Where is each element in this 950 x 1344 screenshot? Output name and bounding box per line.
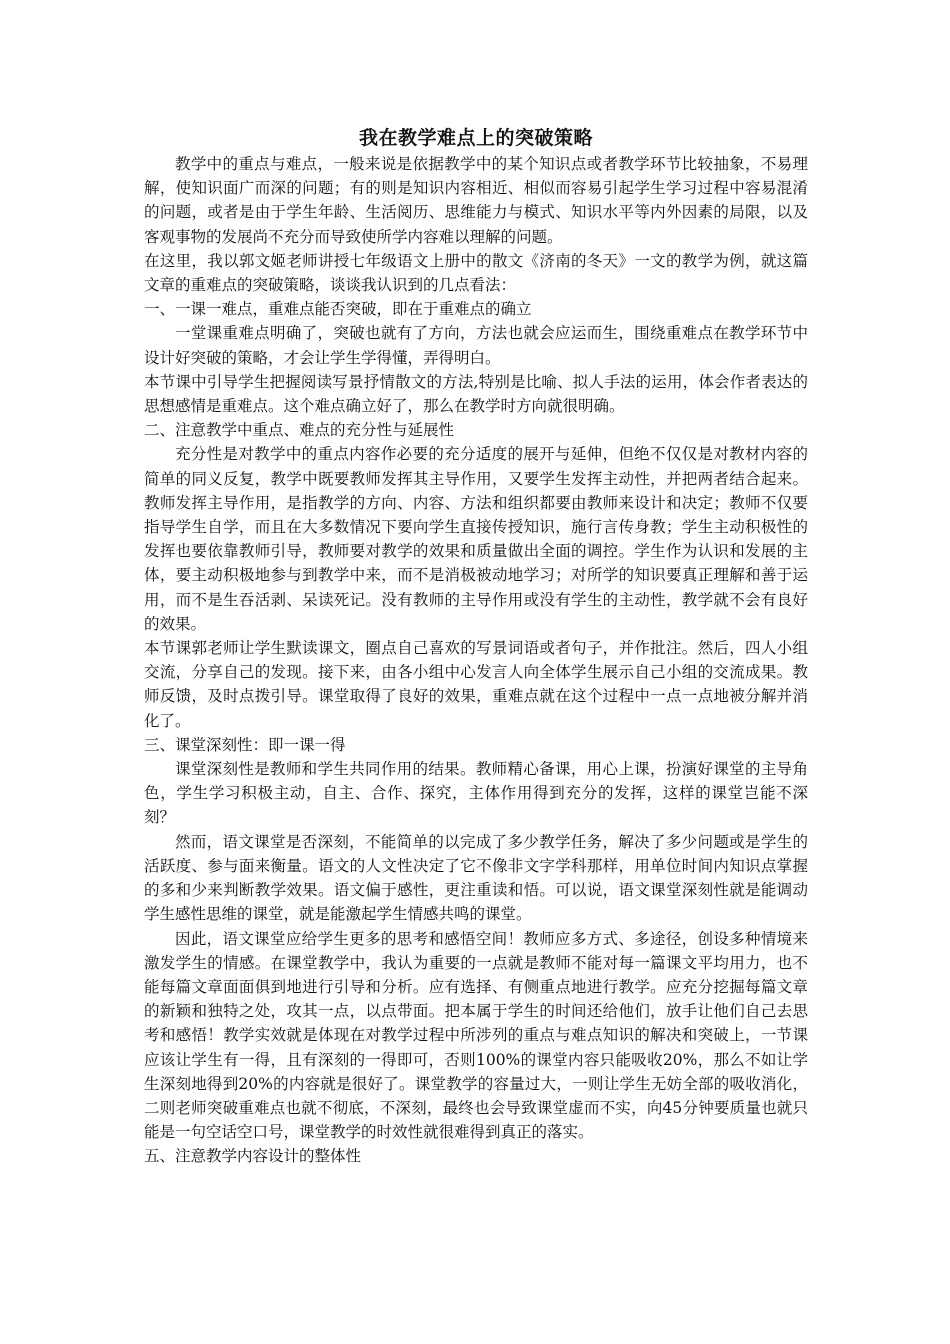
paragraph: 本节课郭老师让学生默读课文，圈点自己喜欢的写景词语或者句子，并作批注。然后，四人小组交流，分享自己的发现。接下来，由各小组中心发言人向全体学生展示自己小组的交流成果。教师反馈，及时点拨引导。课堂取得了良好的效果，重难点就在这个过程中一点一点地被分解并消化了。 bbox=[144, 639, 808, 730]
document-title: 我在教学难点上的突破策略 bbox=[358, 127, 593, 149]
paragraph: 本节课中引导学生把握阅读写景抒情散文的方法,特别是比喻、拟人手法的运用，体会作者表达的思想感情是重难点。这个难点确立好了，那么在教学时方向就很明确。 bbox=[144, 372, 808, 416]
paragraph-example-intro: 在这里，我以郭文姬老师讲授七年级语文上册中的散文《济南的冬天》一文的教学为例，就这篇文章的重难点的突破策略，谈谈我认识到的几点看法： bbox=[144, 251, 808, 295]
section-heading-3: 三、课堂深刻性：即一课一得 bbox=[144, 735, 346, 754]
paragraph: 因此，语文课堂应给学生更多的思考和感悟空间！教师应多方式、多途径，创设多种情境来激发学生的情感。在课堂教学中，我认为重要的一点就是教师不能对每一篇课文平均用力，也不能每篇文章面面俱到地进行引导和分析。应有选择、有侧重点地进行教学。应充分挖掘每篇文章的新颖和独特之处，攻其一点，以点带面。把本属于学生的时间还给他们，放手让他们自己去思考和感悟！教学实效就是体现在对教学过程中所涉列的重点与难点知识的解决和突破上，一节课应该让学生有一得，且有深刻的一得即可，否则100%的课堂内容只能吸收20%，那么不如让学生深刻地得到20%的内容就是很好了。课堂教学的容量过大，一则让学生无妨全部的吸收消化，二则老师突破重难点也就不彻底，不深刻，最终也会导致课堂虚而不实，向45分钟要质量也就只能是一句空话空口号，课堂教学的时效性就很难得到真正的落实。 bbox=[144, 929, 808, 1142]
document-page bbox=[144, 124, 808, 1169]
paragraph: 然而，语文课堂是否深刻，不能简单的以完成了多少教学任务，解决了多少问题或是学生的活跃度、参与面来衡量。语文的人文性决定了它不像非文字学科那样，用单位时间内知识点掌握的多和少来判断教学效果。语文偏于感性，更注重读和悟。可以说，语文课堂深刻性就是能调动学生感性思维的课堂，就是能激起学生情感共鸣的课堂。 bbox=[144, 832, 808, 924]
paragraph-intro: 教学中的重点与难点，一般来说是依据教学中的某个知识点或者教学环节比较抽象，不易理解，使知识面广而深的问题；有的则是知识内容相近、相似而容易引起学生学习过程中容易混淆的问题，或者是由于学生年龄、生活阅历、思维能力与模式、知识水平等内外因素的局限，以及客观事物的发展尚不充分而导致使所学内容难以理解的问题。 bbox=[144, 155, 808, 246]
section-heading-2: 二、注意教学中重点、难点的充分性与延展性 bbox=[144, 421, 455, 440]
paragraph: 课堂深刻性是教师和学生共同作用的结果。教师精心备课，用心上课，扮演好课堂的主导角色，学生学习积极主动，自主、合作、探究，主体作用得到充分的发挥，这样的课堂岂能不深刻？ bbox=[144, 760, 808, 827]
section-heading-5: 五、注意教学内容设计的整体性 bbox=[144, 1147, 362, 1166]
paragraph: 充分性是对教学中的重点内容作必要的充分适度的展开与延伸，但绝不仅仅是对教材内容的简单的同义反复，教学中既要教师发挥其主导作用，又要学生发挥主动性，并把两者结合起来。教师发挥主导作用，是指教学的方向、内容、方法和组织都要由教师来设计和决定；教师不仅要指导学生自学，而且在大多数情况下要向学生直接传授知识，施行言传身教；学生主动积极性的发挥也要依靠教师引导，教师要对教学的效果和质量做出全面的调控。学生作为认识和发展的主体，要主动积极地参与到教学中来，而不是消极被动地学习；对所学的知识要真正理解和善于运用，而不是生吞活剥、呆读死记。没有教师的主导作用或没有学生的主动性，教学就不会有良好的效果。 bbox=[144, 445, 808, 633]
section-heading-1: 一、一课一难点，重难点能否突破，即在于重难点的确立 bbox=[144, 300, 532, 319]
paragraph: 一堂课重难点明确了，突破也就有了方向，方法也就会应运而生，围绕重难点在教学环节中设计好突破的策略，才会让学生学得懂，弄得明白。 bbox=[144, 324, 808, 367]
